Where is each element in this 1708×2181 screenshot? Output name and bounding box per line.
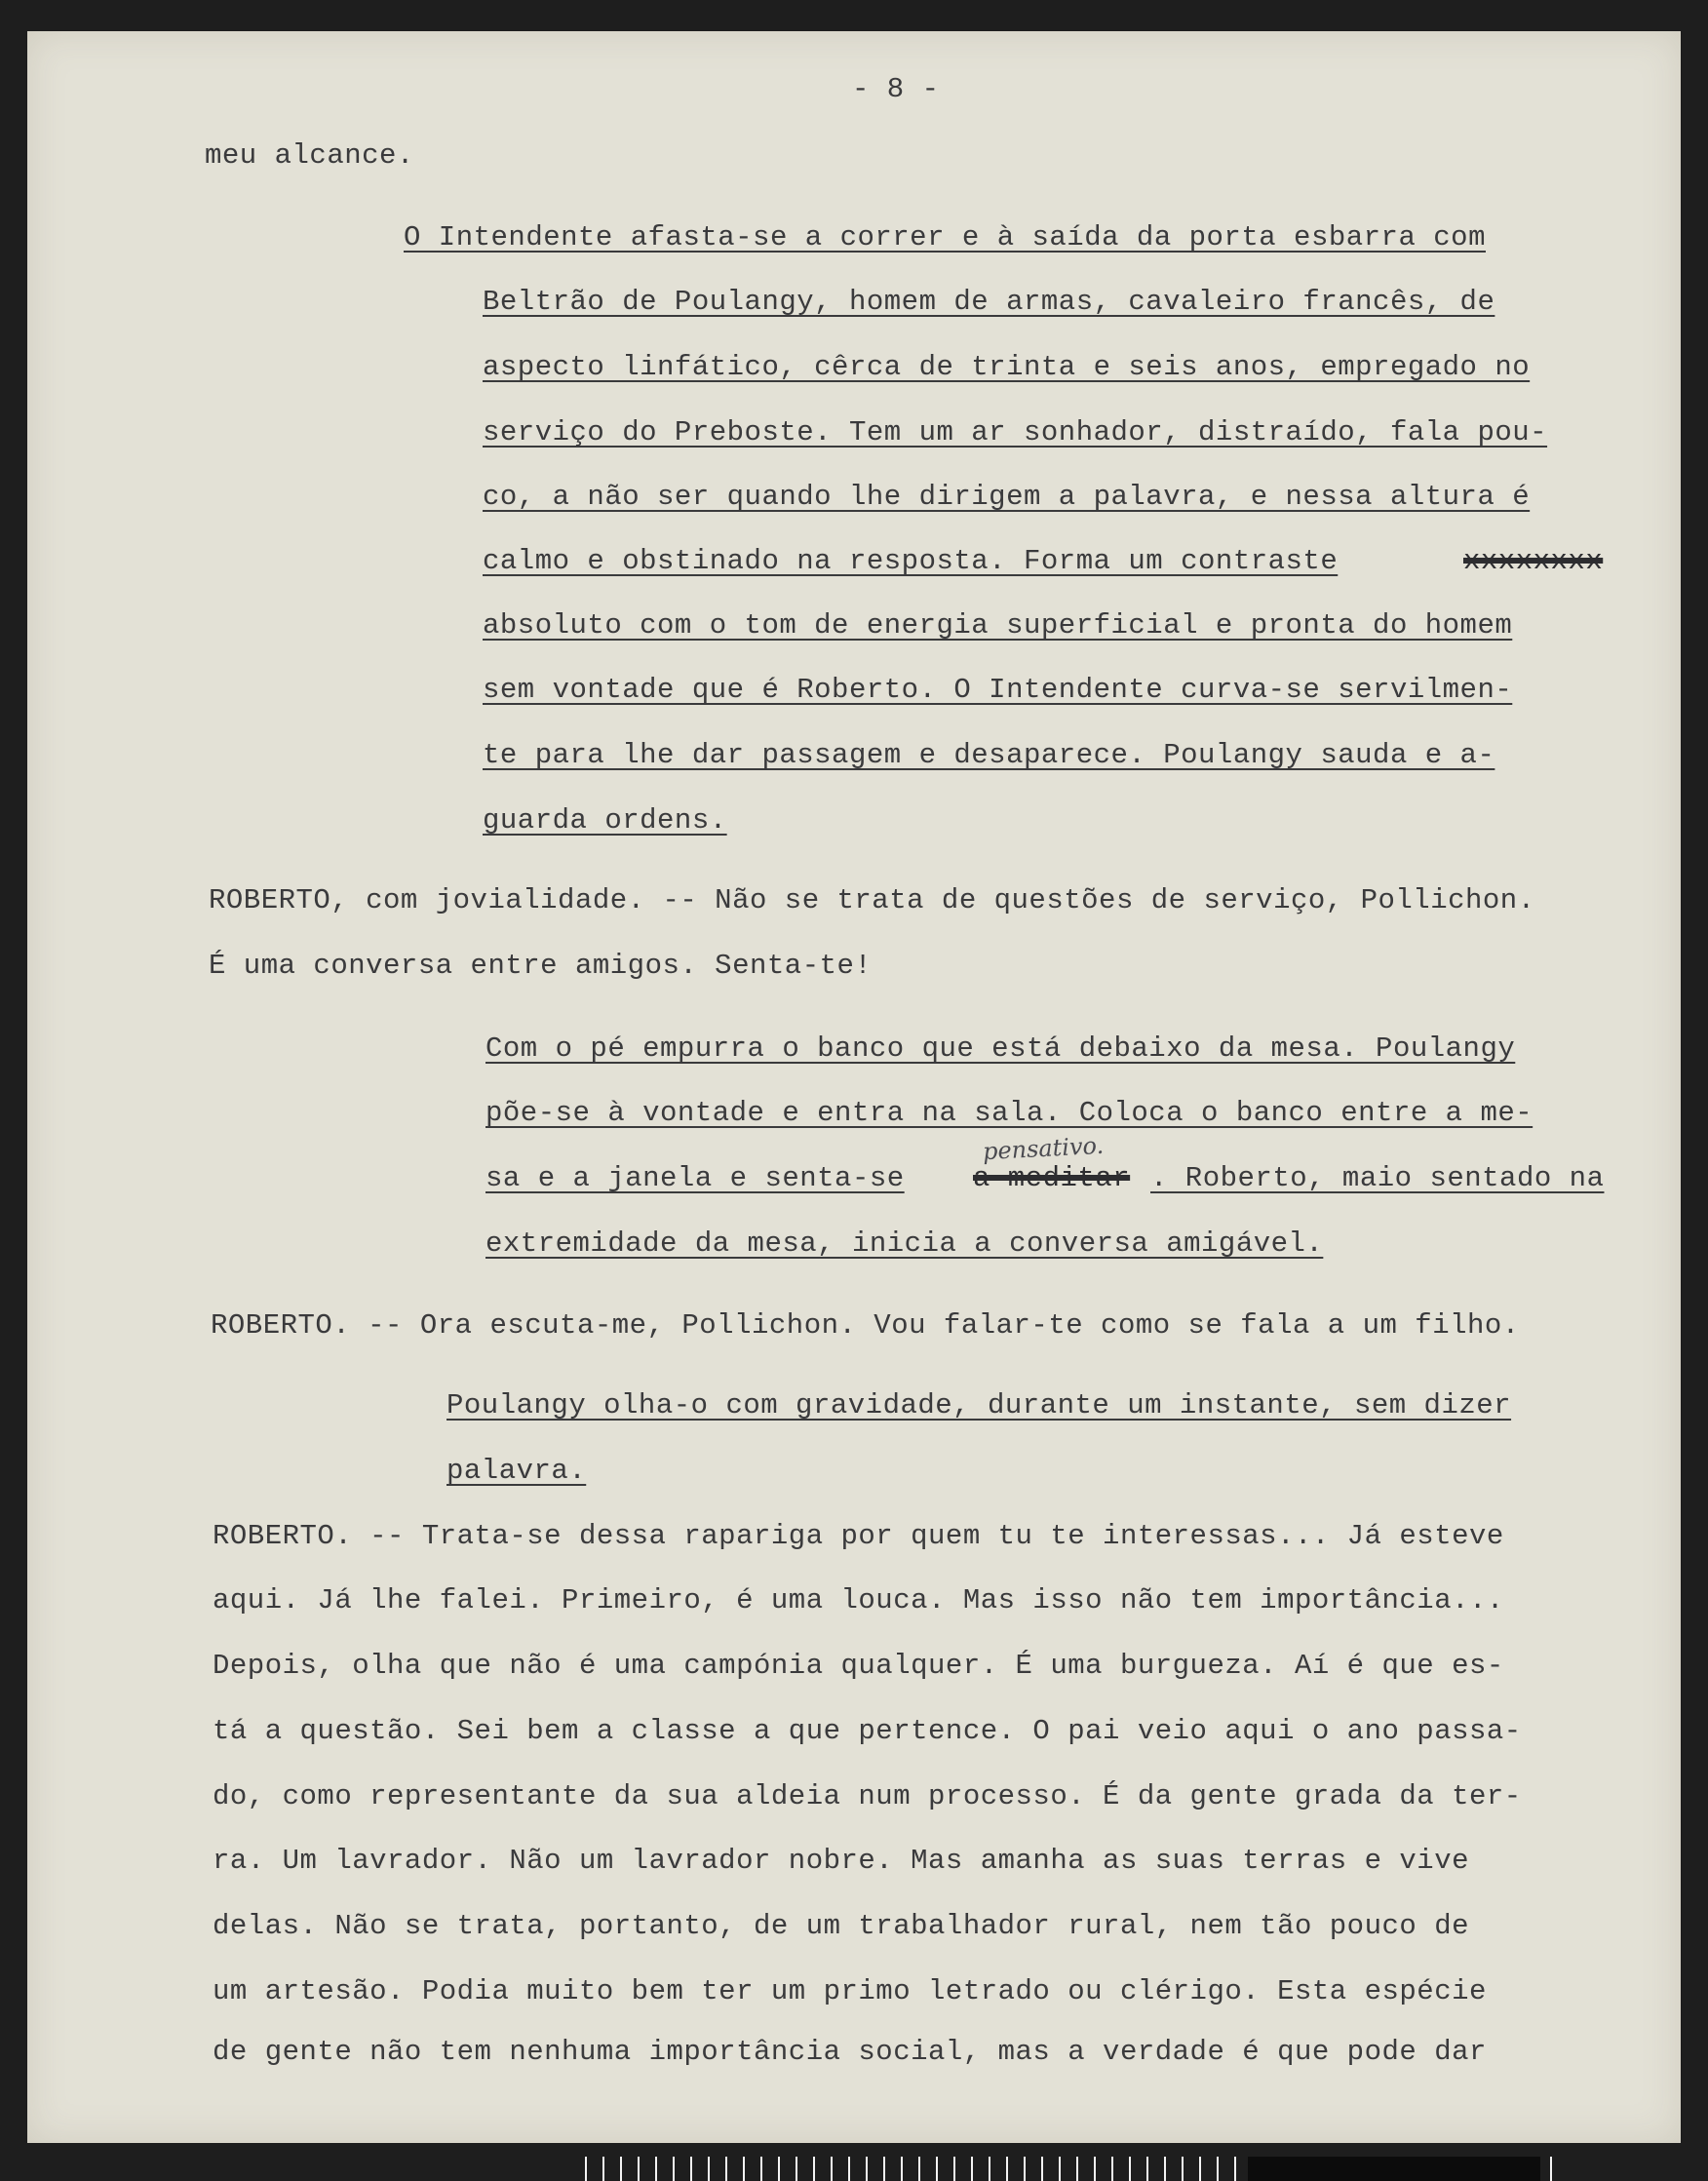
ruler-tick xyxy=(901,2157,903,2181)
ruler-tick xyxy=(953,2157,955,2181)
ruler-tick xyxy=(1146,2157,1148,2181)
dialogue-line: Depois, olha que não é uma campónia qualquer. É uma burgueza. Aí é que es- xyxy=(213,1650,1504,1682)
dialogue-line: ra. Um lavrador. Não um lavrador nobre. Mas amanha as suas terras e vive xyxy=(213,1845,1470,1877)
ruler-tick xyxy=(971,2157,973,2181)
ruler-tick xyxy=(655,2157,657,2181)
ruler-block xyxy=(1248,2157,1540,2181)
ruler-tick xyxy=(1059,2157,1061,2181)
stage-direction-line: põe-se à vontade e entra na sala. Coloca o banco entre a me- xyxy=(485,1097,1533,1129)
stage-direction-line: Beltrão de Poulangy, homem de armas, cavaleiro francês, de xyxy=(483,286,1495,318)
ruler-tick xyxy=(602,2157,604,2181)
dialogue-line: ROBERTO. -- Trata-se dessa rapariga por quem tu te interessas... Já esteve xyxy=(213,1520,1504,1552)
stage-direction-line: absoluto com o tom de energia superficial e pronta do homem xyxy=(483,609,1513,642)
dialogue-line: tá a questão. Sei bem a classe a que pertence. O pai veio aqui o ano passa- xyxy=(213,1715,1522,1747)
stage-direction-line: Poulangy olha-o com gravidade, durante um instante, sem dizer xyxy=(446,1389,1512,1422)
ruler-tick xyxy=(813,2157,815,2181)
stage-direction-line: O Intendente afasta-se a correr e à saída da porta esbarra com xyxy=(404,221,1486,253)
dialogue-line: delas. Não se trata, portanto, de um trabalhador rural, nem tão pouco de xyxy=(213,1910,1470,1942)
dialogue-line: aqui. Já lhe falei. Primeiro, é uma louca. Mas isso não tem importância... xyxy=(213,1584,1504,1616)
ruler-tick xyxy=(796,2157,797,2181)
ruler-tick xyxy=(725,2157,727,2181)
struck-word: a meditar xyxy=(973,1162,1131,1194)
dialogue-line: do, como representante da sua aldeia num processo. É da gente grada da ter- xyxy=(213,1780,1522,1812)
struck-word: xxxxxxxx xyxy=(1463,545,1604,577)
stage-direction-line: serviço do Preboste. Tem um ar sonhador, distraído, fala pou- xyxy=(483,416,1548,448)
ruler-tick xyxy=(1041,2157,1043,2181)
ruler-tick xyxy=(883,2157,885,2181)
ruler-tick xyxy=(1217,2157,1219,2181)
text-line: meu alcance. xyxy=(205,139,414,172)
stage-direction-line: guarda ordens. xyxy=(483,804,727,837)
ruler-tick xyxy=(1164,2157,1166,2181)
handwritten-note: pensativo. xyxy=(982,1131,1105,1166)
stage-direction-line: extremidade da mesa, inicia a conversa amigável. xyxy=(485,1227,1324,1260)
ruler-tick xyxy=(585,2157,587,2181)
dialogue-line: É uma conversa entre amigos. Senta-te! xyxy=(209,950,873,982)
ruler-tick xyxy=(936,2157,938,2181)
ruler-tick xyxy=(1076,2157,1078,2181)
ruler-tick xyxy=(620,2157,622,2181)
dialogue-line: ROBERTO. -- Ora escuta-me, Pollichon. Vou falar-te como se fala a um filho. xyxy=(211,1309,1520,1342)
ruler-tick xyxy=(638,2157,640,2181)
ruler-tick xyxy=(690,2157,692,2181)
stage-direction-line: sa e a janela e senta-se xyxy=(485,1162,905,1194)
ruler-tick xyxy=(760,2157,762,2181)
page-number: - 8 - xyxy=(852,73,940,105)
dialogue-line: de gente não tem nenhuma importância social, mas a verdade é que pode dar xyxy=(213,2036,1487,2068)
ruler-tick xyxy=(918,2157,920,2181)
stage-direction-line: aspecto linfático, cêrca de trinta e seis anos, empregado no xyxy=(483,351,1531,383)
stage-direction-line: palavra. xyxy=(446,1455,587,1487)
ruler-tick xyxy=(848,2157,850,2181)
ruler-tick xyxy=(989,2157,990,2181)
stage-direction-line: calmo e obstinado na resposta. Forma um contraste xyxy=(483,545,1339,577)
stage-direction-line: Com o pé empurra o banco que está debaixo da mesa. Poulangy xyxy=(485,1032,1516,1065)
ruler-tick xyxy=(1006,2157,1008,2181)
ruler-tick xyxy=(1094,2157,1096,2181)
stage-direction-line: . Roberto, maio sentado na xyxy=(1150,1162,1605,1194)
ruler-tick xyxy=(1129,2157,1131,2181)
ruler-tick xyxy=(673,2157,675,2181)
ruler-tick xyxy=(1199,2157,1201,2181)
ruler-tick xyxy=(1234,2157,1236,2181)
stage-direction-line: sem vontade que é Roberto. O Intendente curva-se servilmen- xyxy=(483,674,1513,706)
ruler-tick xyxy=(1024,2157,1026,2181)
stage-direction-line: te para lhe dar passagem e desaparece. Poulangy sauda e a- xyxy=(483,739,1495,771)
ruler-tick xyxy=(1111,2157,1113,2181)
ruler-tick xyxy=(866,2157,868,2181)
document-page xyxy=(27,31,1681,2143)
stage-direction-line: co, a não ser quando lhe dirigem a palavra, e nessa altura é xyxy=(483,481,1531,513)
dialogue-line: ROBERTO, com jovialidade. -- Não se trata de questões de serviço, Pollichon. xyxy=(209,884,1535,916)
scan-ruler xyxy=(585,2157,1708,2181)
ruler-tick xyxy=(743,2157,745,2181)
dialogue-line: um artesão. Podia muito bem ter um primo letrado ou clérigo. Esta espécie xyxy=(213,1975,1487,2007)
ruler-tick xyxy=(831,2157,833,2181)
ruler-tick xyxy=(1550,2157,1552,2181)
ruler-tick xyxy=(708,2157,710,2181)
ruler-tick xyxy=(1182,2157,1184,2181)
ruler-tick xyxy=(778,2157,780,2181)
